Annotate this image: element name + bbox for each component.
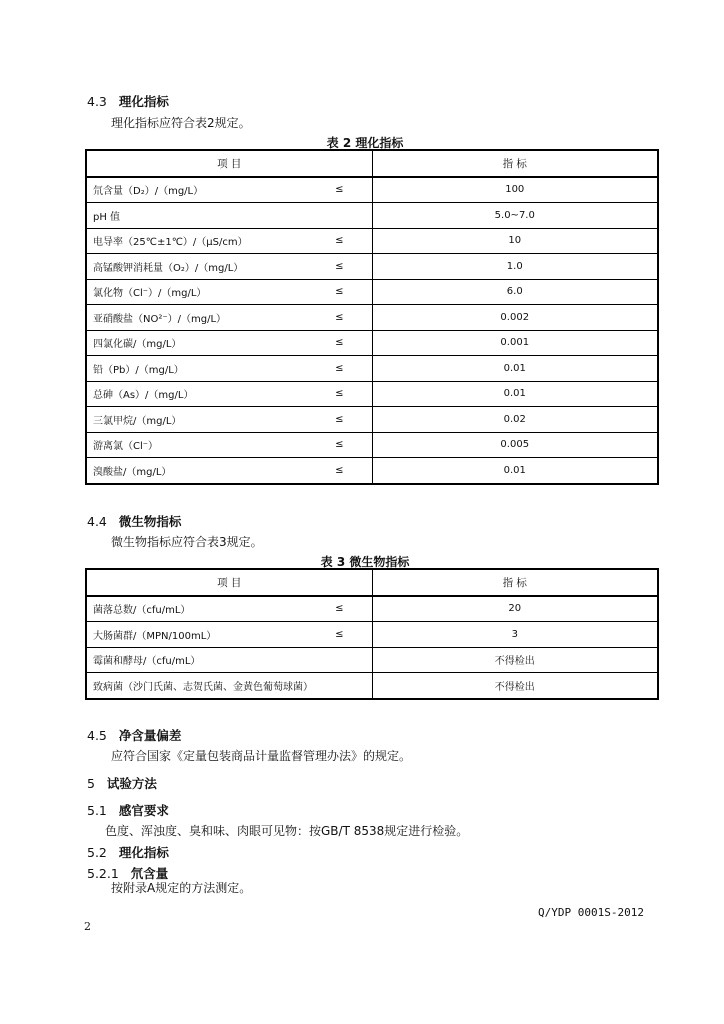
table-row <box>86 673 658 699</box>
item-name: 高锰酸钾消耗量（O₂）/（mg/L） <box>93 262 244 274</box>
item-name: 亚硝酸盐（NO²⁻）/（mg/L） <box>93 313 227 325</box>
item-cell <box>86 407 372 433</box>
section-title: 感官要求 <box>118 803 169 818</box>
section-4-5-text: 应符合国家《定量包装商品计量监督管理办法》的规定。 <box>111 749 412 763</box>
section-title: 试验方法 <box>106 776 157 791</box>
item-name: 氯化物（Cl⁻）/（mg/L） <box>93 288 207 300</box>
item-cell <box>86 254 372 280</box>
item-name: pH 值 <box>93 211 121 223</box>
item-name: 霉菌和酵母/（cfu/mL） <box>93 656 201 668</box>
table-row <box>86 458 658 484</box>
indicator-value: 0.002 <box>372 305 658 331</box>
limit-symbol: ≤ <box>335 235 344 247</box>
page-number: 2 <box>84 920 91 933</box>
table3-header-row <box>86 569 658 596</box>
indicator-value: 0.005 <box>372 432 658 458</box>
section-number: 4.4 <box>87 514 107 529</box>
section-4-4-text: 微生物指标应符合表3规定。 <box>111 535 263 549</box>
item-cell <box>86 673 372 699</box>
section-number: 5.2 <box>87 845 107 860</box>
limit-symbol: ≤ <box>335 628 344 640</box>
limit-symbol: ≤ <box>335 439 344 451</box>
item-cell <box>86 432 372 458</box>
table-row <box>86 254 658 280</box>
indicator-value: 100 <box>372 177 658 203</box>
table2-col-indicator: 指 标 <box>372 150 658 177</box>
item-name: 总砷（As）/（mg/L） <box>93 390 194 402</box>
section-5-2-1-text: 按附录A规定的方法测定。 <box>111 881 252 895</box>
section-5-heading <box>87 774 157 792</box>
table3-col-item: 项 目 <box>86 569 372 596</box>
item-cell <box>86 356 372 382</box>
item-name: 电导率（25℃±1℃）/（μS/cm） <box>93 237 248 249</box>
table3-caption: 表 3 微生物指标 <box>320 555 410 569</box>
table-row <box>86 647 658 673</box>
indicator-value: 6.0 <box>372 279 658 305</box>
limit-symbol: ≤ <box>335 362 344 374</box>
section-5-1-text: 色度、浑浊度、臭和味、肉眼可见物：按GB/T 8538规定进行检验。 <box>105 824 469 838</box>
item-cell <box>86 381 372 407</box>
item-cell <box>86 279 372 305</box>
table-row <box>86 432 658 458</box>
limit-symbol: ≤ <box>335 603 344 615</box>
section-number: 5.1 <box>87 803 107 818</box>
table-row <box>86 177 658 203</box>
section-4-3-heading <box>87 92 169 110</box>
item-name: 三氯甲烷/（mg/L） <box>93 415 182 427</box>
section-4-3-text: 理化指标应符合表2规定。 <box>111 116 251 130</box>
section-title: 净含量偏差 <box>118 728 182 743</box>
item-name: 大肠菌群/（MPN/100mL） <box>93 630 217 642</box>
limit-symbol: ≤ <box>335 464 344 476</box>
indicator-value: 3 <box>372 622 658 648</box>
table-row <box>86 279 658 305</box>
table-row <box>86 228 658 254</box>
item-cell <box>86 330 372 356</box>
indicator-value: 1.0 <box>372 254 658 280</box>
section-number: 4.5 <box>87 728 107 743</box>
item-cell <box>86 647 372 673</box>
table3 <box>85 568 659 700</box>
section-title: 理化指标 <box>118 845 169 860</box>
section-number: 5 <box>87 776 95 791</box>
table-row <box>86 356 658 382</box>
item-name: 游离氯（Cl⁻） <box>93 441 159 453</box>
indicator-value: 0.02 <box>372 407 658 433</box>
section-5-2-heading <box>87 843 169 861</box>
item-cell <box>86 305 372 331</box>
item-cell <box>86 177 372 203</box>
table2 <box>85 149 659 485</box>
table-row <box>86 330 658 356</box>
section-number: 4.3 <box>87 94 107 109</box>
limit-symbol: ≤ <box>335 184 344 196</box>
item-cell <box>86 228 372 254</box>
section-5-1-heading <box>87 801 169 819</box>
section-title: 微生物指标 <box>118 514 182 529</box>
item-name: 四氯化碳/（mg/L） <box>93 339 182 351</box>
section-4-5-heading <box>87 726 181 744</box>
item-name: 铅（Pb）/（mg/L） <box>93 364 184 376</box>
indicator-value: 0.001 <box>372 330 658 356</box>
section-title: 氘含量 <box>130 866 169 881</box>
limit-symbol: ≤ <box>335 337 344 349</box>
item-name: 氘含量（D₂）/（mg/L） <box>93 186 204 198</box>
limit-symbol: ≤ <box>335 413 344 425</box>
limit-symbol: ≤ <box>335 388 344 400</box>
section-number: 5.2.1 <box>87 866 119 881</box>
table-row <box>86 622 658 648</box>
limit-symbol: ≤ <box>335 311 344 323</box>
section-4-4-heading <box>87 512 181 530</box>
indicator-value: 不得检出 <box>372 673 658 699</box>
indicator-value: 20 <box>372 596 658 622</box>
table-row <box>86 381 658 407</box>
table-row <box>86 305 658 331</box>
document-code: Q/YDP 0001S-2012 <box>538 906 644 919</box>
indicator-value: 0.01 <box>372 458 658 484</box>
table3-col-indicator: 指 标 <box>372 569 658 596</box>
limit-symbol: ≤ <box>335 260 344 272</box>
indicator-value: 10 <box>372 228 658 254</box>
item-cell <box>86 203 372 229</box>
indicator-value: 不得检出 <box>372 647 658 673</box>
limit-symbol: ≤ <box>335 286 344 298</box>
indicator-value: 5.0~7.0 <box>372 203 658 229</box>
item-cell <box>86 458 372 484</box>
table-row <box>86 203 658 229</box>
table2-caption: 表 2 理化指标 <box>326 136 404 150</box>
item-name: 溴酸盐/（mg/L） <box>93 466 172 478</box>
indicator-value: 0.01 <box>372 381 658 407</box>
table2-col-item: 项 目 <box>86 150 372 177</box>
section-title: 理化指标 <box>118 94 169 109</box>
table-row <box>86 596 658 622</box>
table-row <box>86 407 658 433</box>
item-name: 菌落总数/（cfu/mL） <box>93 605 191 617</box>
item-cell <box>86 596 372 622</box>
indicator-value: 0.01 <box>372 356 658 382</box>
item-cell <box>86 622 372 648</box>
item-name: 致病菌（沙门氏菌、志贺氏菌、金黄色葡萄球菌） <box>93 681 313 693</box>
table2-header-row <box>86 150 658 177</box>
